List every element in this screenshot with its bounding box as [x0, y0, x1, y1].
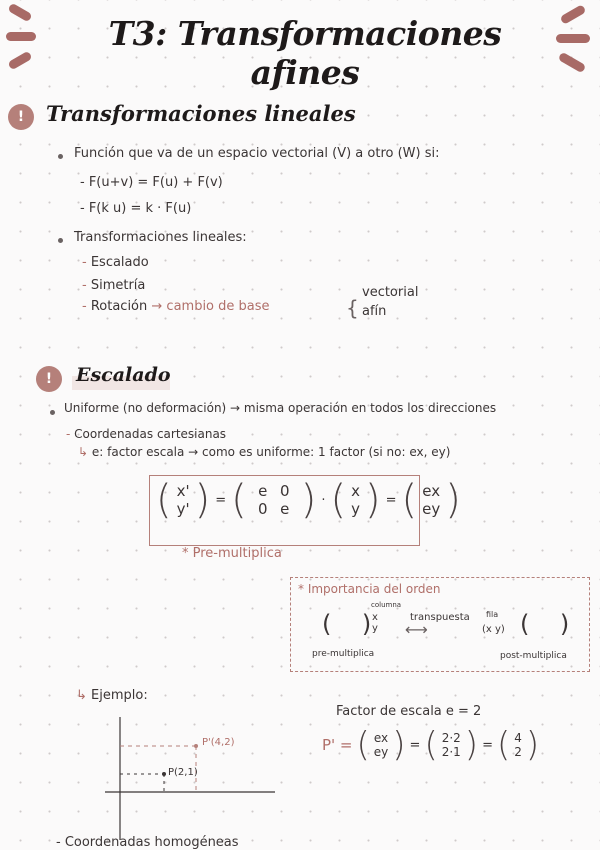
section-heading: Transformaciones lineales — [46, 101, 356, 126]
example-computation: P' = ( ex ey ) = ( 2·2 2·1 ) = ( 4 2 ) — [322, 725, 540, 765]
title-decoration — [556, 34, 590, 43]
empty-matrix-left: ( ) — [322, 610, 372, 638]
postmultiplica-label: post-multiplica — [500, 651, 567, 661]
row-vector: (x y) — [482, 624, 505, 635]
fila-label: fila — [486, 610, 499, 619]
bullet-dot — [50, 410, 55, 415]
scale-factor-text: Factor de escala e = 2 — [336, 704, 482, 719]
order-importance-title: * Importancia del orden — [298, 582, 441, 596]
premultiplica-note: * Pre-multiplica — [182, 546, 282, 561]
list-item-simetria: - Simetría — [82, 278, 146, 293]
branch-vectorial: vectorial — [362, 285, 419, 300]
definition-text: Función que va de un espacio vectorial (V) a otro (W) si: — [74, 146, 440, 161]
premultiplica-label: pre-multiplica — [312, 649, 375, 659]
list-item-rotacion: - Rotación → cambio de base — [82, 299, 270, 314]
next-topic: - Coordenadas homogéneas — [56, 835, 239, 850]
column-vector: x y — [372, 612, 378, 634]
condition-additivity: - F(u+v) = F(u) + F(v) — [80, 175, 223, 190]
transpuesta-label: transpuesta — [410, 612, 470, 623]
title-decoration — [558, 52, 587, 74]
rhs-vector: ex ey — [422, 482, 441, 518]
double-arrow-icon: ⟷ — [405, 620, 428, 639]
title-decoration — [7, 3, 32, 23]
point-p-prime-label: P'(4,2) — [202, 737, 235, 748]
title-decoration — [7, 51, 32, 71]
point-p-label: P(2,1) — [168, 767, 198, 778]
coords-heading: - Coordenadas cartesianas — [66, 427, 227, 441]
factor-text: ↳ e: factor escala → como es uniforme: 1 factor (si no: ex, ey) — [78, 445, 451, 459]
list-heading: Transformaciones lineales: — [74, 230, 247, 245]
example-label: ↳ Ejemplo: — [76, 688, 148, 703]
branch-afin: afín — [362, 304, 387, 319]
section-badge: ! — [8, 104, 34, 130]
condition-homogeneity: - F(k u) = k · F(u) — [80, 201, 192, 216]
title-decoration — [6, 32, 36, 41]
brace-icon: { — [346, 296, 359, 320]
bullet-dot — [58, 154, 63, 159]
empty-matrix-right: ( ) — [520, 610, 570, 638]
page-title: T3: Transformaciones afines — [108, 14, 502, 92]
uniform-definition: Uniforme (no deformación) → misma operación en todos los direcciones — [64, 401, 497, 415]
columna-label: columna — [371, 601, 402, 609]
scaling-formula: ( x' y' ) = ( e 0 0 e ) · ( x y ) = ( ex ey ) — [156, 477, 461, 523]
title-decoration — [559, 4, 586, 25]
list-item-escalado: - Escalado — [82, 255, 149, 270]
section-badge: ! — [36, 366, 62, 392]
scale-matrix: e 0 0 e — [257, 482, 290, 518]
bullet-dot — [58, 238, 63, 243]
lhs-vector: x' y' — [176, 482, 190, 518]
input-vector: x y — [351, 482, 360, 518]
section-heading: Escalado — [76, 364, 171, 386]
